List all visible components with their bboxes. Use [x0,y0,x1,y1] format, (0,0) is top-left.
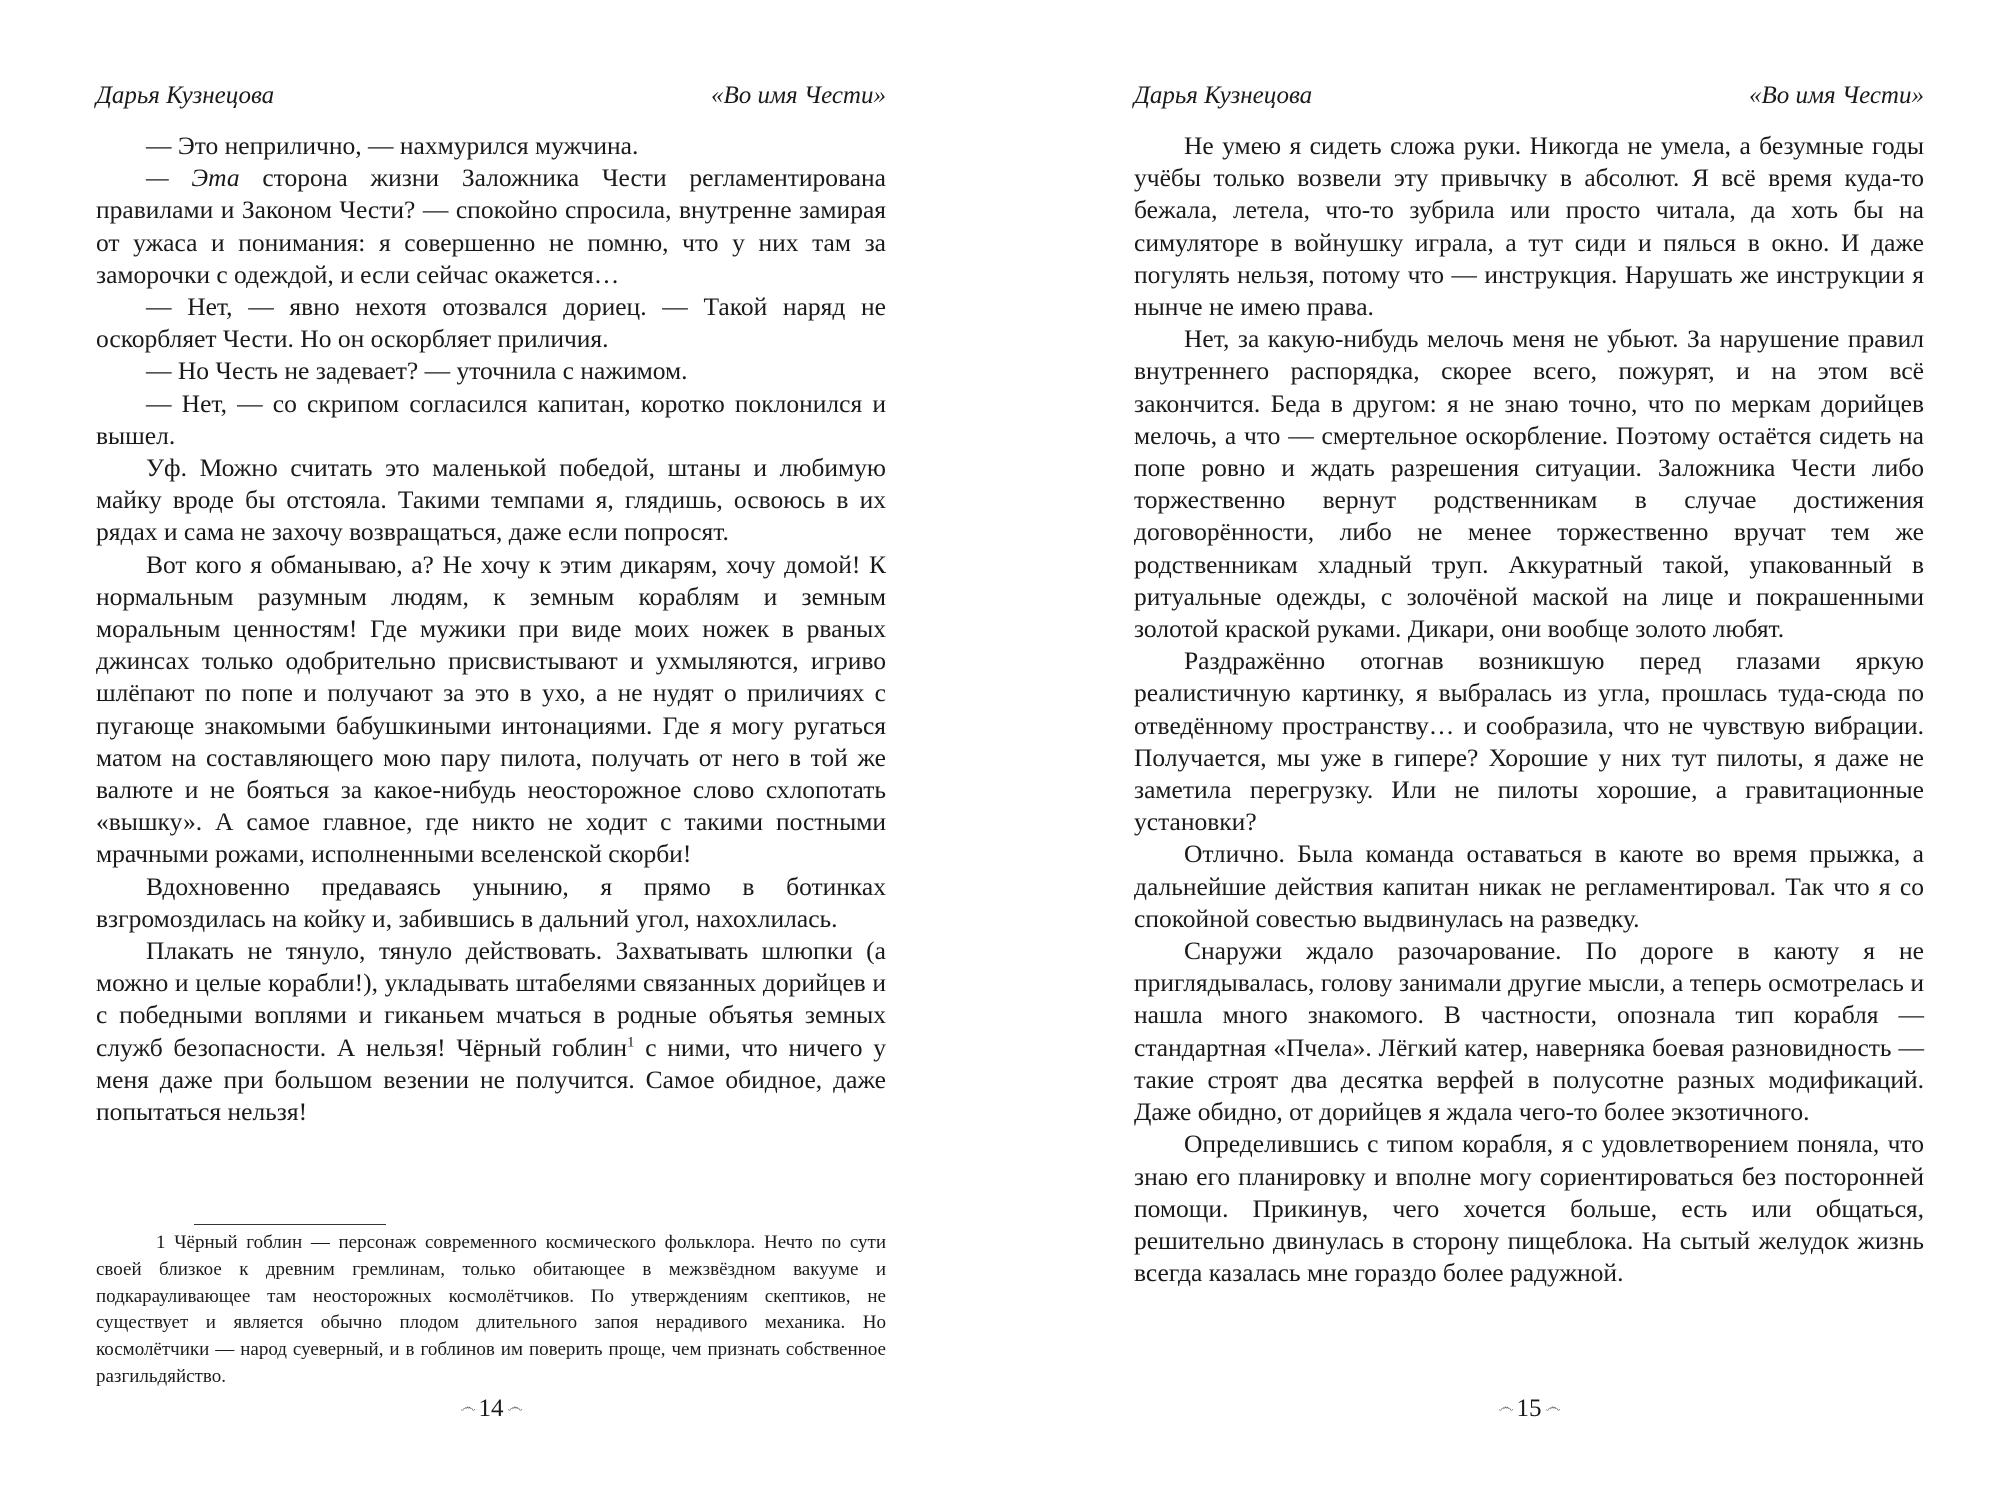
page-number: 15 [1516,1395,1542,1422]
book-title: «Во имя Чести» [711,82,886,109]
paragraph-text: Плакать не тянуло, тянуло действовать. Захватывать шлюпки (а можно и целые корабли!), укладывать штабелями связанных дорийцев и с победными воплями и гиканьем мчаться в родные объятья земных служб безопасности. А нельзя! Чёрный гоблин [96,936,886,1062]
paragraph: — Нет, — явно нехотя отозвался дориец. — Такой наряд не оскорбляет Чести. Но он оскорбляет приличия. [96,292,886,354]
body-text [1134,130,1924,1289]
running-header [1134,82,1924,122]
author-name: Дарья Кузнецова [1134,82,1313,109]
page-number: 14 [478,1395,504,1422]
footnote-divider [194,1224,386,1225]
paragraph [96,935,886,1128]
author-name: Дарья Кузнецова [96,82,275,109]
ornament-left-icon: ෴ [460,1399,475,1416]
ornament-right-icon: ෴ [1545,1399,1560,1416]
paragraph: Вдохновенно предаваясь унынию, я прямо в ботинках взгромоздилась на койку и, забившись в дальний угол, нахохлилась. [96,871,886,933]
footnote: 1 Чёрный гоблин — персонаж современного космического фольклора. Нечто по сути своей близкое к древним гремлинам, только обитающее в межзвёздном вакууме и подкарауливающее там неосторожных космолётчиков. По утверждениям скептиков, не существует и является обычно плодом длительного запоя нерадивого механика. Но космолётчики — народ суеверный, и в гоблинов им поверить проще, чем признать собственное разгильдяйство. [96,1232,886,1387]
paragraph-text: сторона жизни Заложника Чести регламентирована правилами и Законом Чести? — спокойно спросила, внутренне замирая от ужаса и понимания: я совершенно не помню, что у них там за заморочки с одеждой, и если сейчас окажется… [96,163,886,289]
paragraph: — Это неприлично, — нахмурился мужчина. [146,131,639,160]
footnote-mark: 1 [627,1034,635,1051]
right-page [1134,0,1924,1493]
paragraph: Определившись с типом корабля, я с удовлетворением поняла, что знаю его планировку и вполне могу сориентироваться без посторонней помощи. Прикинув, чего хочется больше, есть или общаться, решительно двинулась в сторону пищеблока. На сытый желудок жизнь всегда казалась мне гораздо более радужной. [1134,1129,1924,1288]
page-number-right [1134,1395,1924,1435]
running-header [96,82,886,122]
paragraph: — Нет, — со скрипом согласился капитан, коротко поклонился и вышел. [96,388,886,450]
paragraph-text: с ними, что ничего у меня даже при большом везении не получится. Самое обидное, даже попытаться нельзя! [96,1032,886,1127]
ornament-right-icon: ෴ [507,1399,522,1416]
ornament-left-icon: ෴ [1498,1399,1513,1416]
paragraph: — Но Честь не задевает? — уточнила с нажимом. [146,356,688,386]
paragraph: Нет, за какую-нибудь мелочь меня не убьют. За нарушение правил внутреннего распорядка, скорее всего, пожурят, и на этом всё закончится. Беда в другом: я не знаю точно, что по меркам дорийцев мелочь, а что — смертельное оскорбление. Поэтому остаётся сидеть на попе ровно и ждать разрешения ситуации. Заложника Чести либо торжественно вернут родственникам в случае достижения договорённости, либо не менее торжественно вручат тем же родственникам хладный труп. Аккуратный такой, упакованный в ритуальные одежды, с золочёной маской на лице и покрашенными золотой краской руками. Дикари, они вообще золото любят. [1134,324,1924,644]
body-text [96,130,886,1128]
emphasis-word: — Эта [146,163,240,193]
paragraph: Снаружи ждало разочарование. По дороге в каюту я не приглядывалась, голову занимали другие мысли, а теперь осмотрелась и нашла много знакомого. В частности, опознала тип корабля — стандартная «Пчела». Лёгкий катер, наверняка боевая разновидность — такие строят два десятка верфей в полусотне разных модификаций. Даже обидно, от дорийцев я ждала чего-то более экзотичного. [1134,936,1924,1127]
book-title: «Во имя Чести» [1749,82,1924,109]
paragraph: Отлично. Была команда оставаться в каюте во время прыжка, а дальнейшие действия капитан никак не регламентировал. Так что я со спокойной совестью выдвинулась на разведку. [1134,839,1924,933]
page-number-left [96,1395,886,1435]
paragraph: Не умею я сидеть сложа руки. Никогда не умела, а безумные годы учёбы только возвели эту привычку в абсолют. Я всё время куда-то бежала, летела, что-то зубрила или просто читала, да хоть бы на симуляторе в войнушку играла, а тут сиди и пялься в окно. И даже погулять нельзя, потому что — инструкция. Нарушать же инструкции я нынче не имею права. [1134,131,1924,322]
paragraph: Уф. Можно считать это маленькой победой, штаны и любимую майку вроде бы отстояла. Такими темпами я, глядишь, освоюсь в их рядах и сама не захочу возвращаться, даже если попросят. [96,453,886,547]
left-page [96,0,886,1493]
paragraph [96,162,886,291]
paragraph: Раздражённо отогнав возникшую перед глазами яркую реалистичную картинку, я выбралась из угла, прошлась туда-сюда по отведённому пространству… и сообразила, что не чувствую вибрации. Получается, мы уже в гипере? Хорошие у них тут пилоты, я даже не заметила перегрузку. Или не пилоты хорошие, а гравитационные установки? [1134,646,1924,837]
paragraph: Вот кого я обманываю, а? Не хочу к этим дикарям, хочу домой! К нормальным разумным людям, к земным кораблям и земным моральным ценностям! Где мужики при виде моих ножек в рваных джинсах только одобрительно присвистывают и ухмыляются, игриво шлёпают по попе и получают за это в ухо, а не нудят о приличиях с пугающе знакомыми бабушкиными интонациями. Где я могу ругаться матом на составляющего мою пару пилота, получать от него в той же валюте и не бояться за какое-нибудь неосторожное слово схлопотать «вышку». А самое главное, где никто не ходит с такими постными мрачными рожами, исполненными вселенской скорби! [96,549,886,869]
